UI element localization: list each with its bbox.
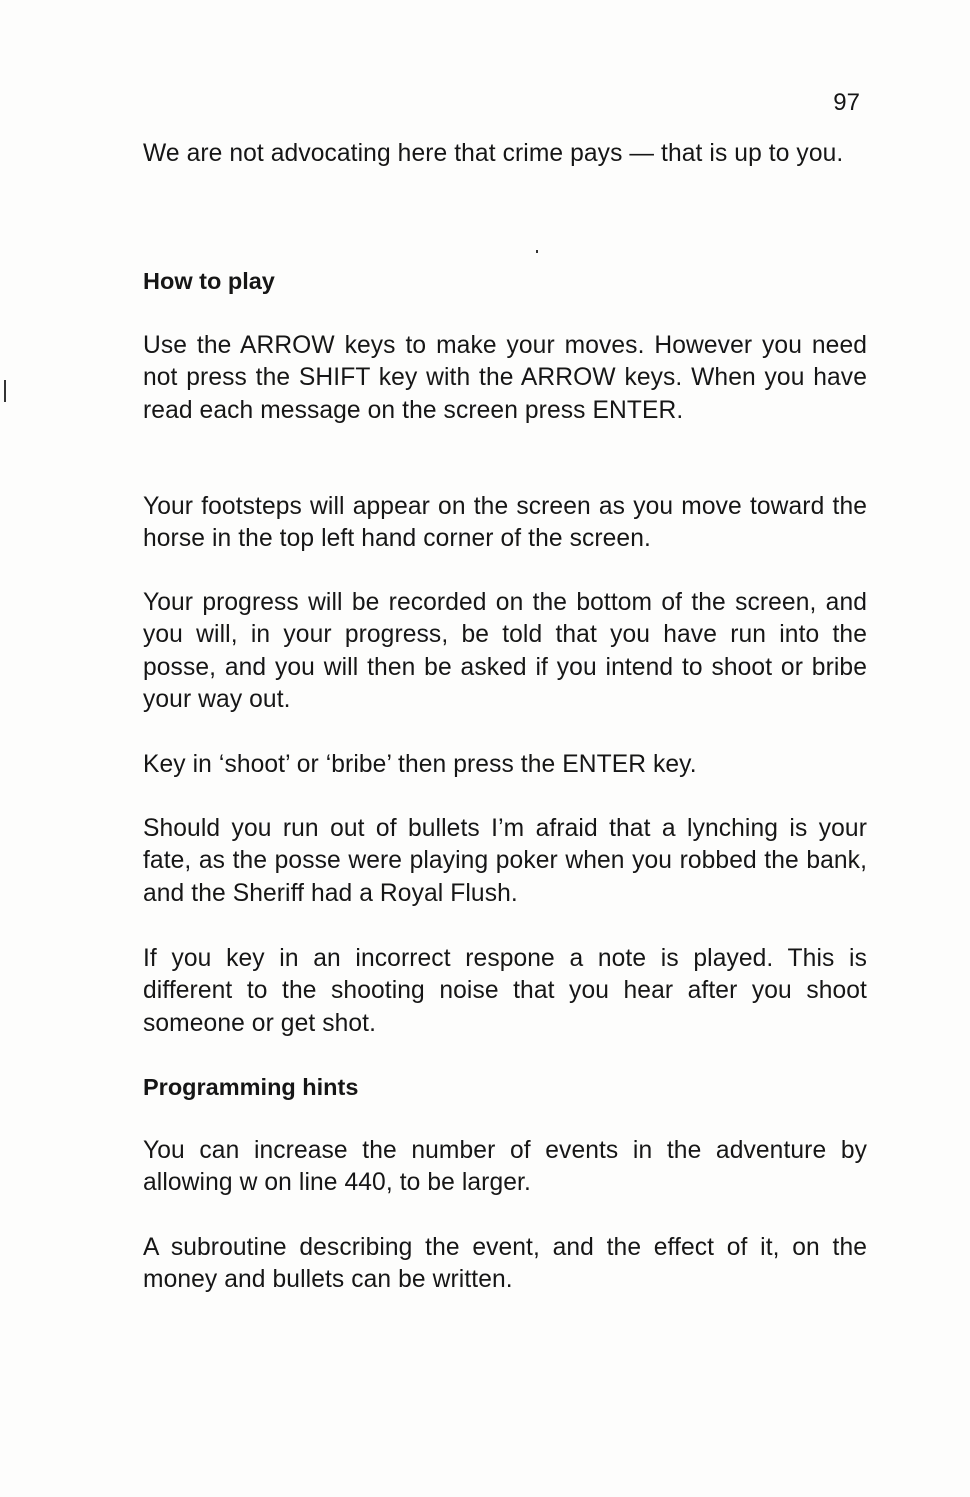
how-to-play-heading: How to play [143,268,275,294]
page-number: 97 [833,89,860,116]
bullets-paragraph: Should you run out of bullets I’m afraid that a lynching is your fate, as the posse were playing poker when you robbed the bank, and the Sheriff had a Royal Flush. [143,815,867,907]
footsteps-paragraph: Your footsteps will appear on the screen as you move toward the horse in the top left hand corner of the screen. [143,493,867,553]
scan-speck [536,250,538,253]
intro-paragraph: We are not advocating here that crime pays — that is up to you. [143,140,844,167]
scan-margin-mark [4,380,6,402]
incorrect-response-paragraph: If you key in an incorrect respone a note is played. This is different to the shooting noise that you hear after you shoot someone or get shot. [143,945,867,1037]
arrow-keys-paragraph: Use the ARROW keys to make your moves. However you need not press the SHIFT key with the ARROW keys. When you have read each message on the screen press ENTER. [143,332,867,424]
progress-paragraph: Your progress will be recorded on the bottom of the screen, and you will, in your progress, be told that you have run into the posse, and you will then be asked if you intend to shoot or bribe your way out. [143,589,867,714]
subroutine-paragraph: A subroutine describing the event, and the effect of it, on the money and bullets can be written. [143,1234,867,1294]
programming-hints-heading: Programming hints [143,1074,359,1100]
events-paragraph: You can increase the number of events in the adventure by allowing w on line 440, to be larger. [143,1137,867,1197]
key-in-paragraph: Key in ‘shoot’ or ‘bribe’ then press the ENTER key. [143,751,697,778]
